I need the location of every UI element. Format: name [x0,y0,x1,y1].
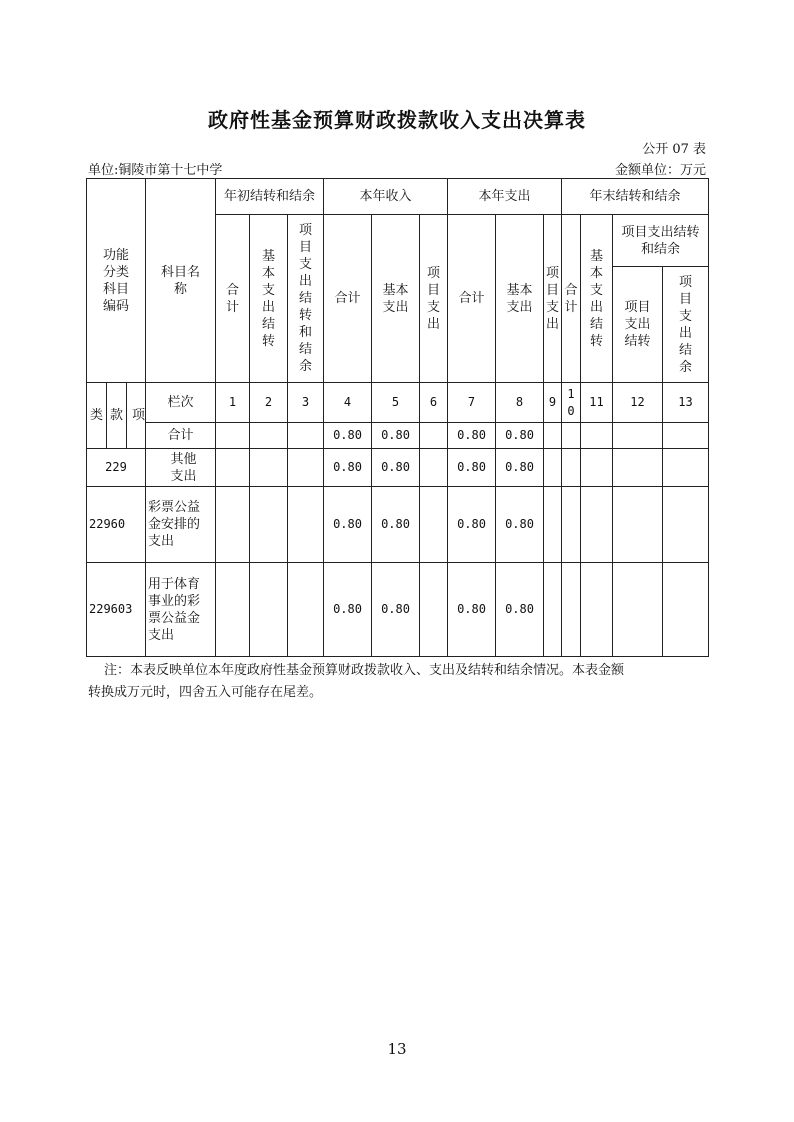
header-income: 本年收入 [324,179,448,215]
col-num-6: 6 [420,383,448,423]
header-end-project-carry: 项目支出结转 [613,267,663,383]
row-name: 用于体育事业的彩票公益金支出 [146,563,216,657]
col-num-13: 13 [663,383,709,423]
col-num-8: 8 [496,383,544,423]
budget-table [86,178,709,657]
header-begin-total: 合计 [216,215,250,383]
form-number: 公开 07 表 [642,142,706,157]
row-c4: 0.80 [324,487,372,563]
row-c7: 0.80 [448,563,496,657]
col-num-10: 10 [562,383,581,423]
header-subject-name: 科目名称 [146,179,216,383]
header-func-code: 功能分类科目编码 [87,179,146,383]
page-title: 政府性基金预算财政拨款收入支出决算表 [208,108,586,132]
col-num-5: 5 [372,383,420,423]
header-end-basic: 基本支出结转 [581,215,613,383]
header-expense-project: 项目支出 [544,215,562,383]
note-line-1: 注：本表反映单位本年度政府性基金预算财政拨款收入、支出及结转和结余情况。本表金额 [104,663,625,678]
header-income-basic: 基本支出 [372,215,420,383]
total-c5: 0.80 [372,423,420,449]
total-c4: 0.80 [324,423,372,449]
row-c4: 0.80 [324,563,372,657]
row-code: 229603 [87,563,146,657]
page-number: 13 [387,1040,407,1058]
row-name: 彩票公益金安排的支出 [146,487,216,563]
header-income-project: 项目支出 [420,215,448,383]
header-lei: 类 [87,383,107,449]
header-begin-project: 项目支出结转和结余 [288,215,324,383]
row-c7: 0.80 [448,487,496,563]
header-begin-balance: 年初结转和结余 [216,179,324,215]
row-c4: 0.80 [324,449,372,487]
header-expense-basic: 基本支出 [496,215,544,383]
table-note [88,660,704,704]
total-c7: 0.80 [448,423,496,449]
unit-label: 单位:铜陵市第十七中学 [88,163,223,178]
header-lanci: 栏次 [146,383,216,423]
col-num-11: 11 [581,383,613,423]
header-kuan: 款 [107,383,127,449]
money-unit-label: 金额单位：万元 [614,163,706,178]
header-income-total: 合计 [324,215,372,383]
header-expense-total: 合计 [448,215,496,383]
col-num-2: 2 [250,383,288,423]
header-expense: 本年支出 [448,179,562,215]
row-code: 22960 [87,487,146,563]
header-end-total: 合计 [562,215,581,383]
table-row [87,449,709,487]
col-num-12: 12 [613,383,663,423]
col-num-3: 3 [288,383,324,423]
row-c5: 0.80 [372,487,420,563]
col-num-1: 1 [216,383,250,423]
row-code: 229 [87,449,146,487]
header-begin-basic: 基本支出结转 [250,215,288,383]
header-end-project-surplus: 项目支出结余 [663,267,709,383]
total-row-label: 合计 [146,423,216,449]
row-c5: 0.80 [372,563,420,657]
row-c7: 0.80 [448,449,496,487]
row-c8: 0.80 [496,487,544,563]
header-end-balance: 年末结转和结余 [562,179,709,215]
header-end-project: 项目支出结转和结余 [613,215,709,267]
col-num-9: 9 [544,383,562,423]
table-row [87,487,709,563]
total-c8: 0.80 [496,423,544,449]
row-name: 其他支出 [146,449,216,487]
header-xiang: 项 [127,383,146,449]
table-row [87,563,709,657]
col-num-7: 7 [448,383,496,423]
row-c8: 0.80 [496,449,544,487]
row-c8: 0.80 [496,563,544,657]
note-line-2: 转换成万元时，四舍五入可能存在尾差。 [88,685,323,700]
row-c5: 0.80 [372,449,420,487]
col-num-4: 4 [324,383,372,423]
